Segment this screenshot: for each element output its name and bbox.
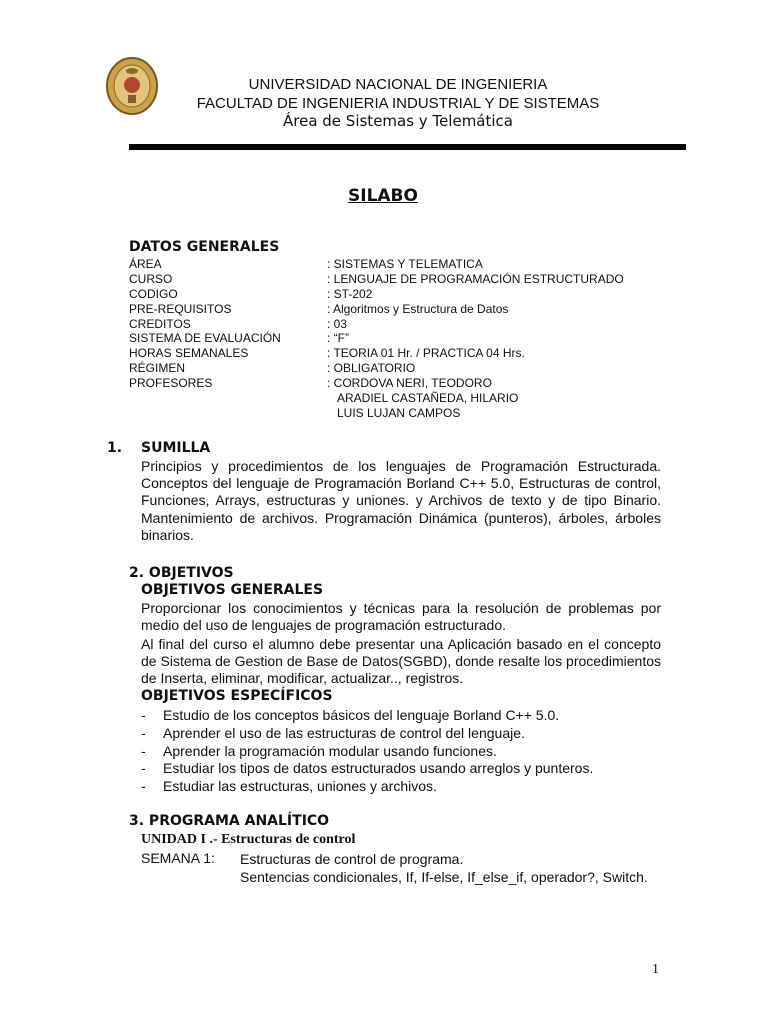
semana-line-2: Sentencias condicionales, If, If-else, If_else_if, operador?, Switch. xyxy=(240,869,648,885)
list-item xyxy=(141,725,671,743)
datos-key: CODIGO xyxy=(129,286,178,301)
datos-generales-heading: DATOS GENERALES xyxy=(129,239,280,255)
university-name: UNIVERSIDAD NACIONAL DE INGENIERIA xyxy=(248,76,548,93)
department-name: Área de Sistemas y Telemática xyxy=(283,112,513,130)
datos-row xyxy=(129,287,689,302)
bullet-dash: - xyxy=(141,760,146,777)
datos-row xyxy=(129,257,689,272)
list-item-text: Estudio de los conceptos básicos del lenguaje Borland C++ 5.0. xyxy=(163,707,560,723)
datos-value: : 03 xyxy=(327,316,348,331)
datos-key: SISTEMA DE EVALUACIÓN xyxy=(129,331,281,346)
datos-row xyxy=(129,272,689,287)
list-item-text: Estudiar las estructuras, uniones y archivos. xyxy=(163,778,437,795)
objetivos-heading: 2. OBJETIVOS xyxy=(129,565,234,581)
datos-value: : CORDOVA NERI, TEODORO xyxy=(327,376,492,391)
faculty-name: FACULTAD DE INGENIERIA INDUSTRIAL Y DE SISTEMAS xyxy=(196,95,600,112)
datos-key: PRE-REQUISITOS xyxy=(129,301,232,316)
datos-value: ARADIEL CASTAÑEDA, HILARIO xyxy=(337,391,519,406)
list-item-text: Aprender el uso de las estructuras de control del lenguaje. xyxy=(163,724,525,741)
datos-row xyxy=(129,376,689,391)
objetivos-especificos-list xyxy=(141,707,671,796)
page-number: 1 xyxy=(652,962,659,977)
list-item xyxy=(141,743,671,761)
list-item xyxy=(141,707,671,725)
sumilla-text: Principios y procedimientos de los lenguajes de Programación Estructurada. Conceptos del lenguaje de Programación Borland C++ 5.0, Estructuras de control, Funciones, Arrays, estructuras y uniones. y Archivos de texto y de tipo Binario. Mantenimiento de archivos. Programación Dinámica (punteros), árboles, árboles binarios. xyxy=(141,458,661,543)
page-title: SILABO xyxy=(348,186,418,206)
bullet-dash: - xyxy=(141,778,146,795)
list-item xyxy=(141,778,671,796)
datos-row xyxy=(129,317,689,332)
datos-key: ÁREA xyxy=(129,257,162,271)
bullet-dash: - xyxy=(141,707,146,723)
datos-value: : TEORIA 01 Hr. / PRACTICA 04 Hrs. xyxy=(327,346,525,361)
list-item xyxy=(141,760,671,778)
datos-row xyxy=(129,361,689,376)
semana-label: SEMANA 1: xyxy=(141,850,215,866)
list-item-text: Aprender la programación modular usando funciones. xyxy=(163,742,497,759)
datos-row xyxy=(129,391,689,406)
datos-key xyxy=(129,391,327,406)
datos-row xyxy=(129,302,689,317)
datos-key: HORAS SEMANALES xyxy=(129,346,249,361)
datos-key: PROFESORES xyxy=(129,376,213,391)
unidad-title: UNIDAD I .- Estructuras de control xyxy=(141,832,356,847)
datos-row xyxy=(129,406,689,421)
objetivos-generales-heading: OBJETIVOS GENERALES xyxy=(141,582,324,598)
bullet-dash: - xyxy=(141,742,146,759)
semana-line-1: Estructuras de control de programa. xyxy=(240,851,464,867)
semana-content xyxy=(240,850,661,886)
datos-value: LUIS LUJAN CAMPOS xyxy=(337,405,461,420)
datos-key: CURSO xyxy=(129,271,173,286)
sumilla-number: 1. xyxy=(107,440,123,456)
objetivos-generales-p1: Proporcionar los conocimientos y técnicas para la resolución de problemas por medio del uso de lenguajes de programación estructurado. xyxy=(141,600,661,634)
header-divider xyxy=(129,144,686,150)
objetivos-generales-p2: Al final del curso el alumno debe presentar una Aplicación basado en el concepto de Sistema de Gestion de Base de Datos(SGBD), donde resalte los procedimientos de Inserta, eliminar, modificar, actualizar.., registros. xyxy=(141,636,661,687)
datos-value: : “F” xyxy=(327,331,349,346)
objetivos-especificos-heading: OBJETIVOS ESPECÍFICOS xyxy=(141,688,333,704)
datos-value: : SISTEMAS Y TELEMATICA xyxy=(327,257,483,271)
sumilla-heading: SUMILLA xyxy=(141,440,211,456)
datos-row xyxy=(129,346,689,361)
datos-key: RÉGIMEN xyxy=(129,361,186,376)
datos-value: : OBLIGATORIO xyxy=(327,361,416,376)
list-item-text: Estudiar los tipos de datos estructurados usando arreglos y punteros. xyxy=(163,760,594,777)
datos-value: : LENGUAJE DE PROGRAMACIÓN ESTRUCTURADO xyxy=(327,271,624,286)
datos-value: : Algoritmos y Estructura de Datos xyxy=(327,301,509,316)
datos-generales-table xyxy=(129,257,689,421)
bullet-dash: - xyxy=(141,724,146,741)
datos-key xyxy=(129,406,327,421)
programa-heading: 3. PROGRAMA ANALÍTICO xyxy=(129,813,330,829)
datos-value: : ST-202 xyxy=(327,286,373,301)
datos-key: CREDITOS xyxy=(129,316,191,331)
datos-row xyxy=(129,331,689,346)
